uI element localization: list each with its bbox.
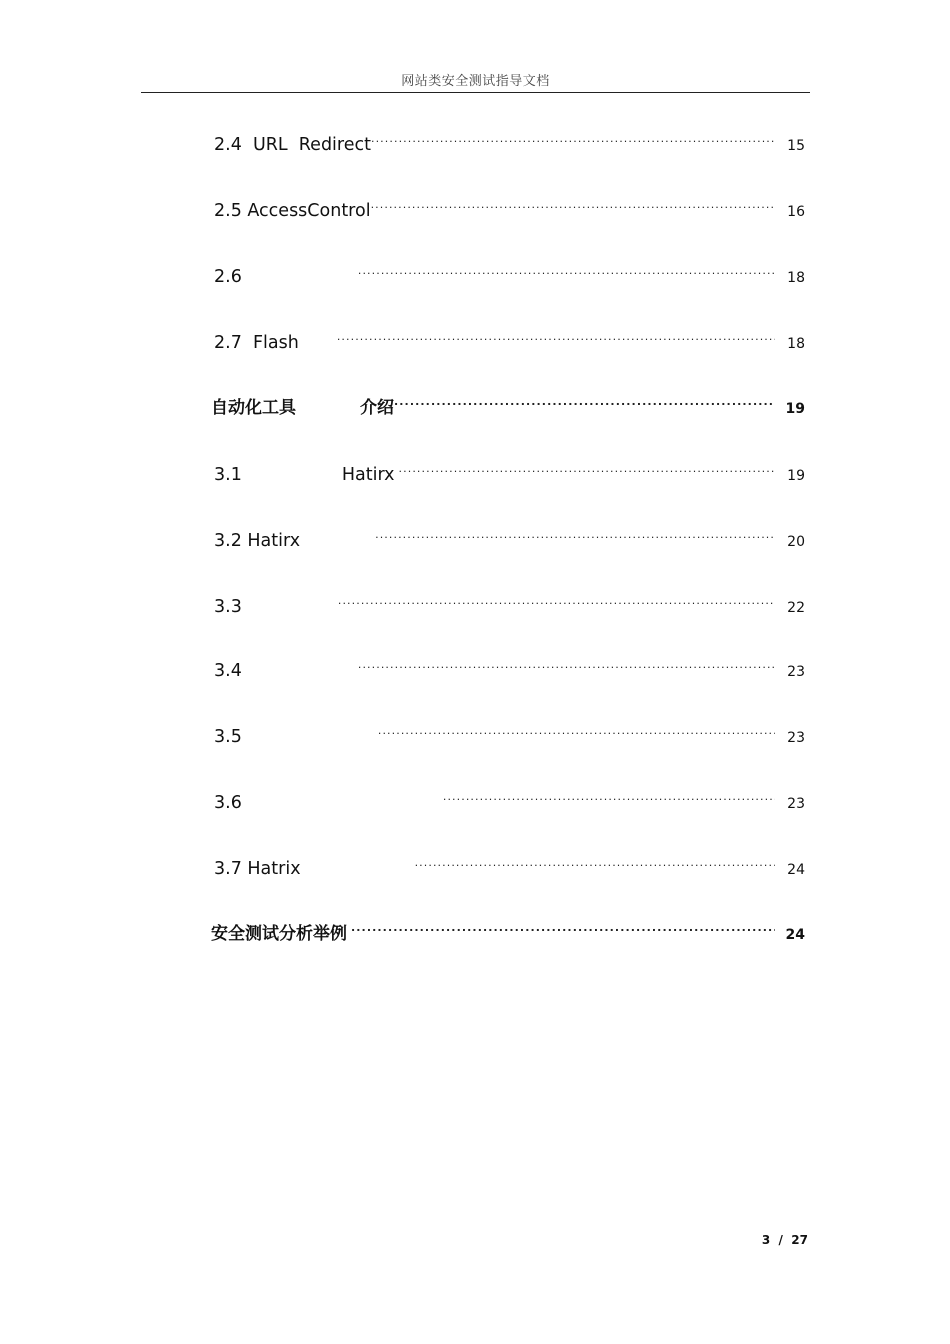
toc-entry-label-suffix: 介绍 bbox=[360, 398, 394, 418]
toc-entry-label: 3.3 bbox=[214, 597, 242, 617]
toc-dot-leader bbox=[337, 322, 775, 348]
toc-entry-page-number: 18 bbox=[787, 270, 805, 286]
toc-entry[interactable] bbox=[0, 256, 950, 287]
toc-entry-label: 3.4 bbox=[214, 661, 242, 681]
toc-entry-page-number: 18 bbox=[787, 336, 805, 352]
toc-entry-label: 2.7 Flash bbox=[214, 333, 299, 353]
toc-dot-leader bbox=[378, 716, 775, 742]
toc-entry-label: 3.5 bbox=[214, 727, 242, 747]
toc-entry-label: 2.5 AccessControl bbox=[214, 201, 371, 221]
toc-entry-page-number: 23 bbox=[787, 664, 805, 680]
toc-entry[interactable] bbox=[0, 190, 950, 221]
toc-entry[interactable] bbox=[0, 322, 950, 353]
header-divider bbox=[141, 92, 810, 93]
page-number-indicator: 3 / 27 bbox=[761, 1233, 808, 1247]
toc-chapter-entry[interactable] bbox=[0, 913, 950, 944]
toc-entry[interactable] bbox=[0, 782, 950, 813]
toc-dot-leader bbox=[443, 782, 775, 808]
toc-dot-leader bbox=[351, 913, 775, 939]
toc-entry-page-number: 15 bbox=[787, 138, 805, 154]
toc-entry-page-number: 19 bbox=[785, 401, 805, 417]
toc-dot-leader bbox=[415, 848, 775, 874]
toc-entry-page-number: 24 bbox=[785, 927, 805, 943]
toc-dot-leader bbox=[371, 124, 775, 150]
toc-dot-leader bbox=[358, 256, 775, 282]
toc-dot-leader bbox=[375, 520, 775, 546]
toc-dot-leader bbox=[371, 190, 775, 216]
toc-entry-label: 3.7 Hatrix bbox=[214, 859, 301, 879]
toc-entry-page-number: 20 bbox=[787, 534, 805, 550]
toc-entry-label: 3.6 bbox=[214, 793, 242, 813]
toc-entry-label: 安全测试分析举例 bbox=[211, 924, 347, 944]
toc-chapter-entry[interactable] bbox=[0, 387, 950, 418]
toc-entry-label: 3.1 bbox=[214, 465, 242, 485]
toc-dot-leader bbox=[399, 454, 775, 480]
toc-entry-label: 自动化工具 bbox=[211, 398, 296, 418]
toc-entry[interactable] bbox=[0, 520, 950, 551]
toc-entry[interactable] bbox=[0, 716, 950, 747]
toc-entry-page-number: 23 bbox=[787, 796, 805, 812]
running-header-title: 网站类安全测试指导文档 bbox=[401, 74, 550, 89]
toc-entry-label-suffix: Hatirx bbox=[341, 465, 395, 485]
toc-entry-label: 2.6 bbox=[214, 267, 242, 287]
toc-dot-leader bbox=[338, 586, 775, 612]
toc-entry-page-number: 16 bbox=[787, 204, 805, 220]
toc-entry-page-number: 19 bbox=[787, 468, 805, 484]
toc-entry-page-number: 22 bbox=[787, 600, 805, 616]
toc-entry[interactable] bbox=[0, 848, 950, 879]
toc-dot-leader bbox=[358, 650, 775, 676]
toc-entry[interactable] bbox=[0, 650, 950, 681]
toc-entry[interactable] bbox=[0, 124, 950, 155]
toc-entry-page-number: 24 bbox=[787, 862, 805, 878]
toc-entry-label: 3.2 Hatirx bbox=[214, 531, 301, 551]
toc-entry-page-number: 23 bbox=[787, 730, 805, 746]
toc-entry[interactable] bbox=[0, 454, 950, 485]
toc-entry-label: 2.4 URL Redirect bbox=[214, 135, 371, 155]
toc-dot-leader bbox=[394, 387, 775, 413]
toc-entry[interactable] bbox=[0, 586, 950, 617]
